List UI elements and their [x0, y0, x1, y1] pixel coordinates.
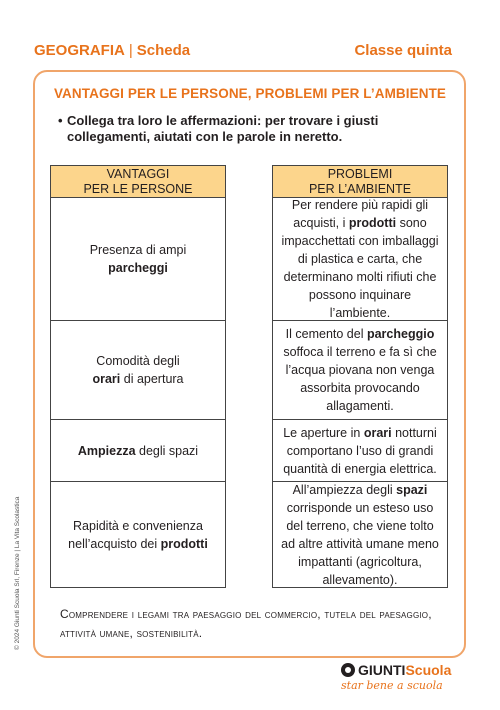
keyword: spazi — [396, 482, 428, 497]
problem-cell-3 — [272, 419, 448, 482]
cell-text: di apertura — [120, 372, 184, 386]
keyword: parcheggi — [108, 261, 168, 275]
subject-header — [34, 42, 190, 59]
header-separator: | — [128, 42, 133, 59]
advantage-cell-4 — [50, 481, 226, 588]
cell-text: sono impacchettati con imballaggi di plastica e carta, che determinano molti rifiuti che possono inquinare l’ambiente. — [281, 216, 439, 320]
copyright-credit: © 2024 Giunti Scuola Srl, Firenze | La Vita Scolastica — [14, 496, 21, 650]
problems-header — [272, 165, 448, 198]
cell-text: notturni comportano l’uso di grandi quantità di energia elettrica. — [283, 425, 437, 476]
class-label: Classe quinta — [354, 42, 452, 59]
cell-text: soffoca il terreno e fa sì che l’acqua piovana non venga assorbita provocando allagamenti. — [283, 345, 437, 413]
logo-tagline: star bene a scuola — [341, 679, 443, 692]
cell-text: degli spazi — [135, 443, 199, 458]
cell-text: Presenza di ampi — [89, 243, 187, 257]
subject-label: GEOGRAFIA — [34, 42, 125, 59]
logo-brand: GIUNTI — [358, 662, 406, 678]
instruction-text: Collega tra loro le affermazioni: per trovare i giusti collegamenti, aiutati con le parole in neretto. — [67, 113, 379, 144]
instruction — [58, 113, 458, 145]
problem-cell-4 — [272, 481, 448, 588]
bullet-icon: • — [58, 113, 63, 128]
advantage-cell-3 — [50, 419, 226, 482]
advantages-header — [50, 165, 226, 198]
cell-text: Le aperture in — [283, 425, 364, 440]
giunti-logo-icon — [341, 663, 355, 677]
section-label: Scheda — [136, 42, 191, 59]
advantages-header-line1: VANTAGGI — [106, 166, 170, 181]
keyword: parcheggio — [366, 327, 435, 341]
cell-text: Rapidità e convenienza nell’acquisto dei — [68, 518, 203, 551]
logo-brand-suffix: Scuola — [405, 662, 452, 678]
keyword: orari — [92, 372, 121, 386]
cell-text: Comodità degli — [96, 354, 180, 368]
problem-cell-1 — [272, 197, 448, 321]
cell-text: corrisponde un esteso uso del terreno, che viene tolto ad altre attività umane meno impattanti (agricoltura, allevamento). — [281, 500, 439, 587]
keyword: prodotti — [160, 536, 208, 551]
problem-cell-2 — [272, 320, 448, 420]
cell-text: All’ampiezza degli — [292, 482, 397, 497]
worksheet-title: VANTAGGI PER LE PERSONE, PROBLEMI PER L’AMBIENTE — [53, 86, 447, 101]
advantages-header-line2: PER LE PERSONE — [83, 181, 193, 196]
problems-header-line1: PROBLEMI — [327, 166, 393, 181]
advantage-cell-1 — [50, 197, 226, 321]
problems-header-line2: PER L’AMBIENTE — [308, 181, 412, 196]
keyword: Ampiezza — [77, 443, 136, 458]
keyword: orari — [363, 425, 392, 440]
keyword: prodotti — [348, 216, 397, 230]
advantage-cell-2 — [50, 320, 226, 420]
publisher-logo — [341, 662, 451, 692]
learning-goal: Comprendere i legami tra paesaggio del commercio, tutela del paesaggio, attività umane, sostenibilità. — [60, 607, 432, 640]
cell-text: Il cemento del — [285, 327, 367, 341]
cell-text: Per rendere più rapidi gli acquisti, i — [291, 198, 429, 230]
